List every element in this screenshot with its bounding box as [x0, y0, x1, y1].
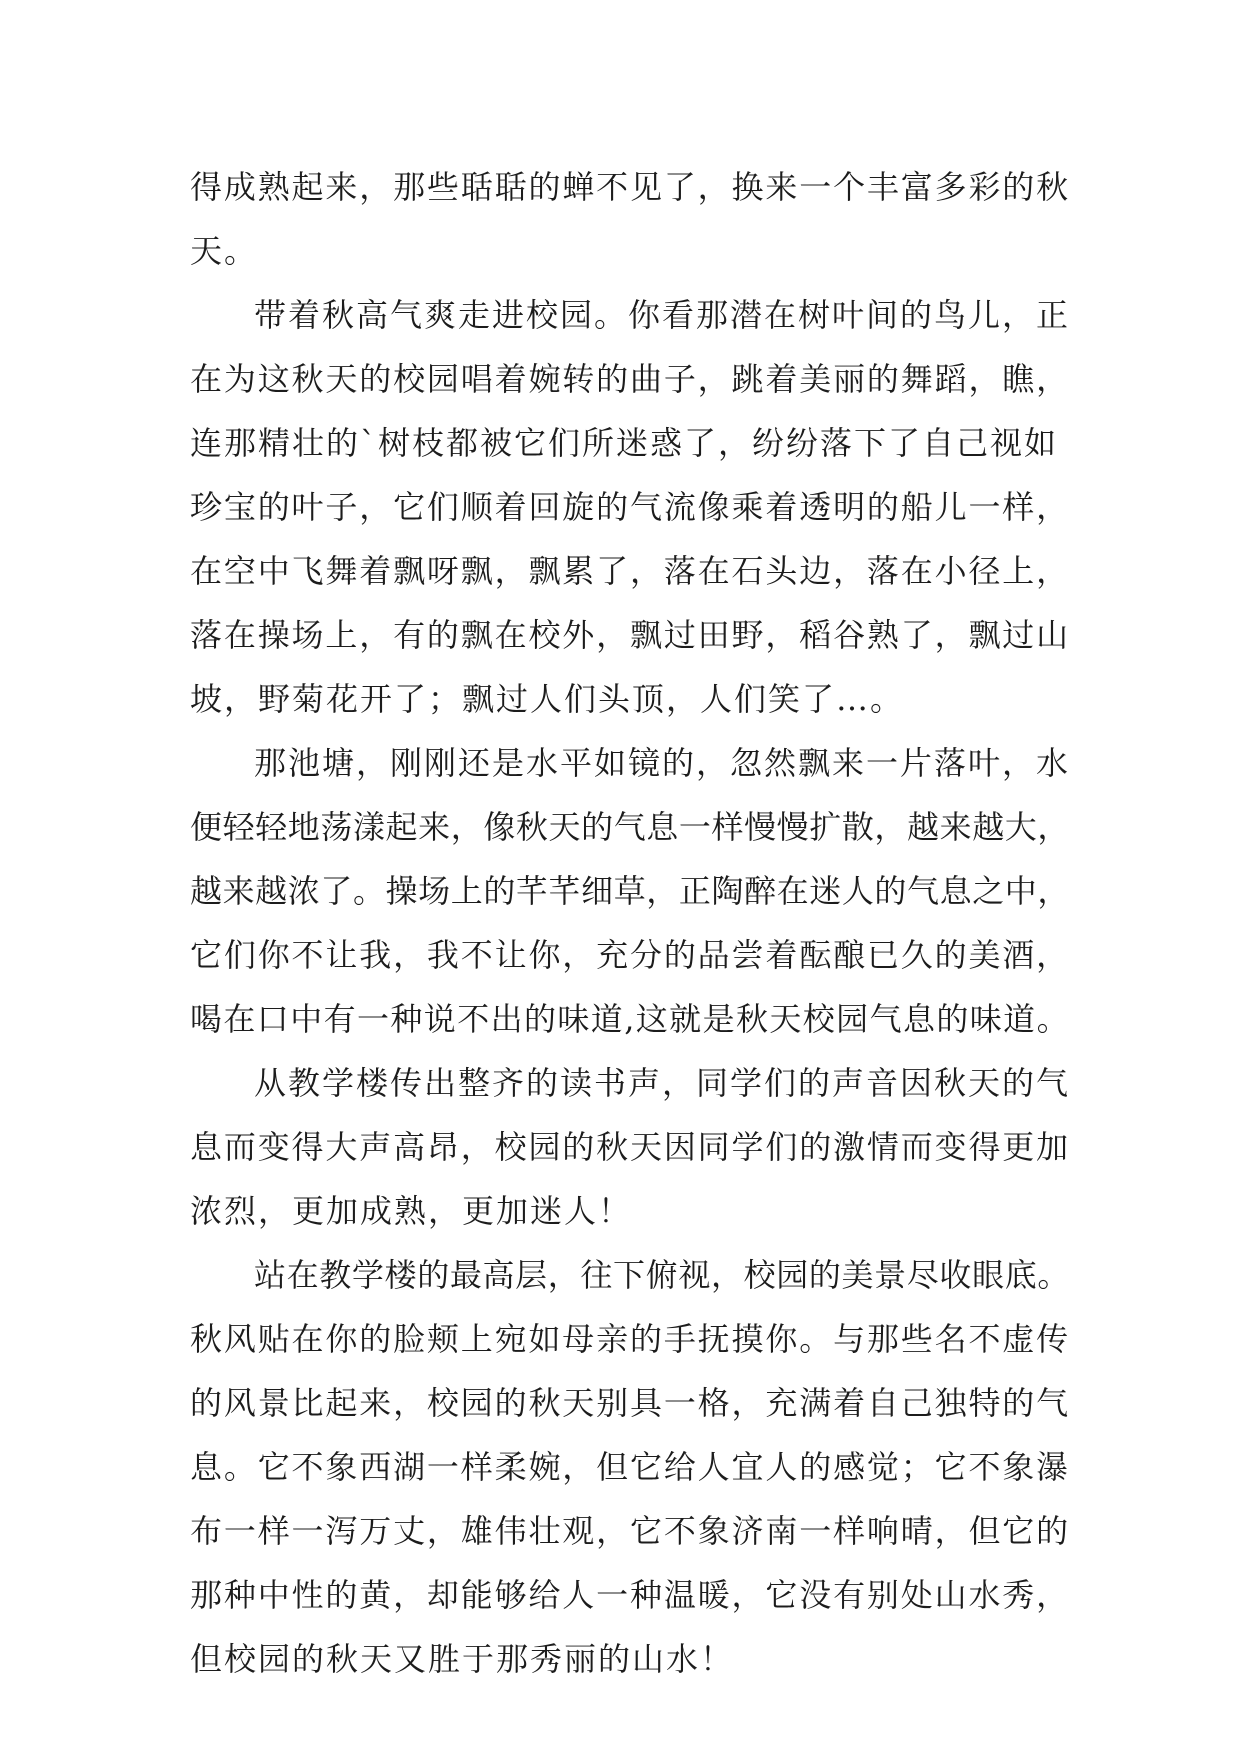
- text-line: 越来越浓了。操场上的芊芊细草，正陶醉在迷人的气息之中，: [190, 872, 1070, 910]
- text-line: 天。: [190, 232, 259, 270]
- essay-text: [190, 155, 1070, 1691]
- paragraph-first-line: 站在教学楼的最高层，往下俯视，校园的美景尽收眼底。: [254, 1256, 1070, 1294]
- text-line: 在为这秋天的校园唱着婉转的曲子，跳着美丽的舞蹈，瞧，: [190, 360, 1070, 398]
- text-line: 在空中飞舞着飘呀飘，飘累了，落在石头边，落在小径上，: [190, 552, 1070, 590]
- text-line: 它们你不让我，我不让你，充分的品尝着酝酿已久的美酒，: [190, 936, 1070, 974]
- paragraph-first-line: 带着秋高气爽走进校园。你看那潜在树叶间的鸟儿，正: [254, 296, 1070, 334]
- text-line: 的风景比起来，校园的秋天别具一格，充满着自己独特的气: [190, 1384, 1070, 1422]
- text-line: 息。它不象西湖一样柔婉，但它给人宜人的感觉；它不象瀑: [190, 1448, 1070, 1486]
- text-line: 喝在口中有一种说不出的味道,这就是秋天校园气息的味道。: [190, 1000, 1070, 1038]
- text-line: 连那精壮的`树枝都被它们所迷惑了，纷纷落下了自己视如: [190, 424, 1059, 462]
- text-line: 落在操场上，有的飘在校外，飘过田野，稻谷熟了，飘过山: [190, 616, 1070, 654]
- text-line: 布一样一泻万丈，雄伟壮观，它不象济南一样响晴，但它的: [190, 1512, 1070, 1550]
- paragraph-first-line: 从教学楼传出整齐的读书声，同学们的声音因秋天的气: [254, 1064, 1070, 1102]
- text-line: 珍宝的叶子，它们顺着回旋的气流像乘着透明的船儿一样，: [190, 488, 1070, 526]
- text-line: 息而变得大声高昂，校园的秋天因同学们的激情而变得更加: [190, 1128, 1070, 1166]
- text-line: 便轻轻地荡漾起来，像秋天的气息一样慢慢扩散，越来越大，: [190, 808, 1070, 846]
- text-line: 但校园的秋天又胜于那秀丽的山水！: [190, 1640, 735, 1678]
- text-line: 坡，野菊花开了；飘过人们头顶，人们笑了…。: [190, 680, 905, 718]
- paragraph-first-line: 那池塘，刚刚还是水平如镜的，忽然飘来一片落叶，水: [254, 744, 1070, 782]
- text-line: 得成熟起来，那些聒聒的蝉不见了，换来一个丰富多彩的秋: [190, 168, 1070, 206]
- text-line: 浓烈，更加成熟，更加迷人！: [190, 1192, 633, 1230]
- text-line: 秋风贴在你的脸颊上宛如母亲的手抚摸你。与那些名不虚传: [190, 1320, 1070, 1358]
- text-line: 那种中性的黄，却能够给人一种温暖，它没有别处山水秀，: [190, 1576, 1070, 1614]
